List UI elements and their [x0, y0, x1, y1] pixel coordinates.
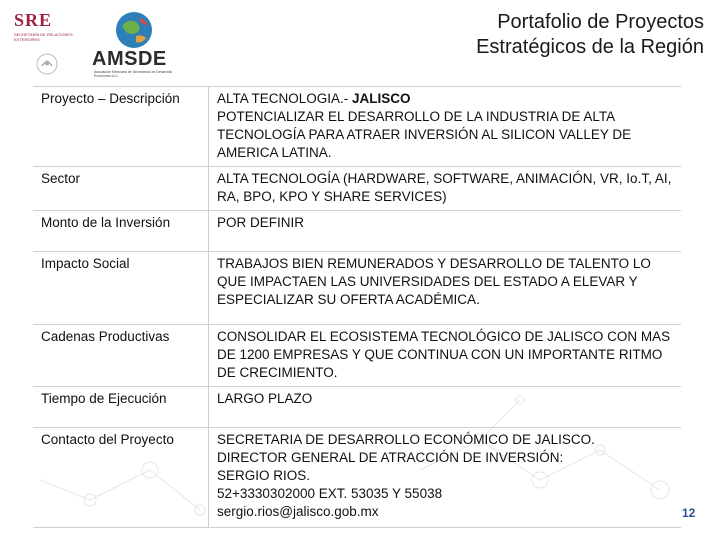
amsde-logo-subtitle: Asociación Mexicana de Secretarios de Desarrollo Económico A.C.	[94, 70, 173, 78]
row-value	[209, 428, 682, 528]
table-row	[33, 87, 681, 167]
table-row	[33, 167, 681, 211]
row-value-text: POTENCIALIZAR EL DESARROLLO DE LA INDUSTRIA DE ALTA TECNOLOGÍA PARA ATRAER INVERSIÓN AL SILICON VALLEY DE AMERICA LATINA.	[217, 109, 632, 160]
header-logos	[8, 6, 198, 82]
row-value-prefix: ALTA TECNOLOGIA.-	[217, 91, 353, 106]
table-row	[33, 428, 681, 528]
table-row	[33, 252, 681, 325]
row-value: ALTA TECNOLOGÍA (HARDWARE, SOFTWARE, ANIMACIÓN, VR, Io.T, AI, RA, BPO, KPO Y SHARE SERVICES)	[209, 167, 682, 211]
row-value: CONSOLIDAR EL ECOSISTEMA TECNOLÓGICO DE JALISCO CON MAS DE 1200 EMPRESAS Y QUE CONTINUA CON UN IMPORTANTE RITMO DE CRECIMIENTO.	[209, 325, 682, 387]
row-label: Contacto del Proyecto	[33, 428, 209, 528]
mexico-seal-icon	[34, 52, 60, 76]
contact-line: SECRETARIA DE DESARROLLO ECONÓMICO DE JALISCO.	[217, 432, 595, 447]
table-row	[33, 325, 681, 387]
contact-email[interactable]: sergio.rios@jalisco.gob.mx	[217, 504, 379, 519]
row-value	[209, 87, 682, 167]
page-title-line-1: Portafolio de Proyectos	[497, 11, 704, 33]
sre-logo-subtitle: SECRETARÍA DE RELACIONES EXTERIORES	[14, 32, 73, 42]
row-value: LARGO PLAZO	[209, 387, 682, 428]
amsde-globe-icon	[114, 10, 154, 50]
row-value: POR DEFINIR	[209, 211, 682, 252]
contact-phone: 52+3330302000 EXT. 53035 Y 55038	[217, 486, 443, 501]
contact-line: SERGIO RIOS.	[217, 468, 311, 483]
sre-logo-text: SRE	[14, 10, 53, 30]
table-row	[33, 211, 681, 252]
page-number: 12	[682, 506, 696, 520]
amsde-logo-text: AMSDE	[92, 48, 167, 70]
row-label: Proyecto – Descripción	[33, 87, 209, 167]
page-title-line-2: Estratégicos de la Región	[476, 36, 704, 58]
row-value-emphasis: JALISCO	[352, 91, 411, 106]
page-title	[476, 10, 704, 60]
table-row	[33, 387, 681, 428]
row-label: Impacto Social	[33, 252, 209, 325]
sre-logo	[14, 10, 84, 42]
project-info-table	[33, 86, 681, 528]
row-label: Monto de la Inversión	[33, 211, 209, 252]
contact-line: DIRECTOR GENERAL DE ATRACCIÓN DE INVERSIÓN:	[217, 450, 564, 465]
row-label: Tiempo de Ejecución	[33, 387, 209, 428]
row-value: TRABAJOS BIEN REMUNERADOS Y DESARROLLO DE TALENTO LO QUE IMPACTAEN LAS UNIVERSIDADES DEL ESTADO A ELEVAR Y ESPECIALIZAR SU OFERTA ACADÉMICA.	[209, 252, 682, 325]
row-label: Cadenas Productivas	[33, 325, 209, 387]
row-label: Sector	[33, 167, 209, 211]
